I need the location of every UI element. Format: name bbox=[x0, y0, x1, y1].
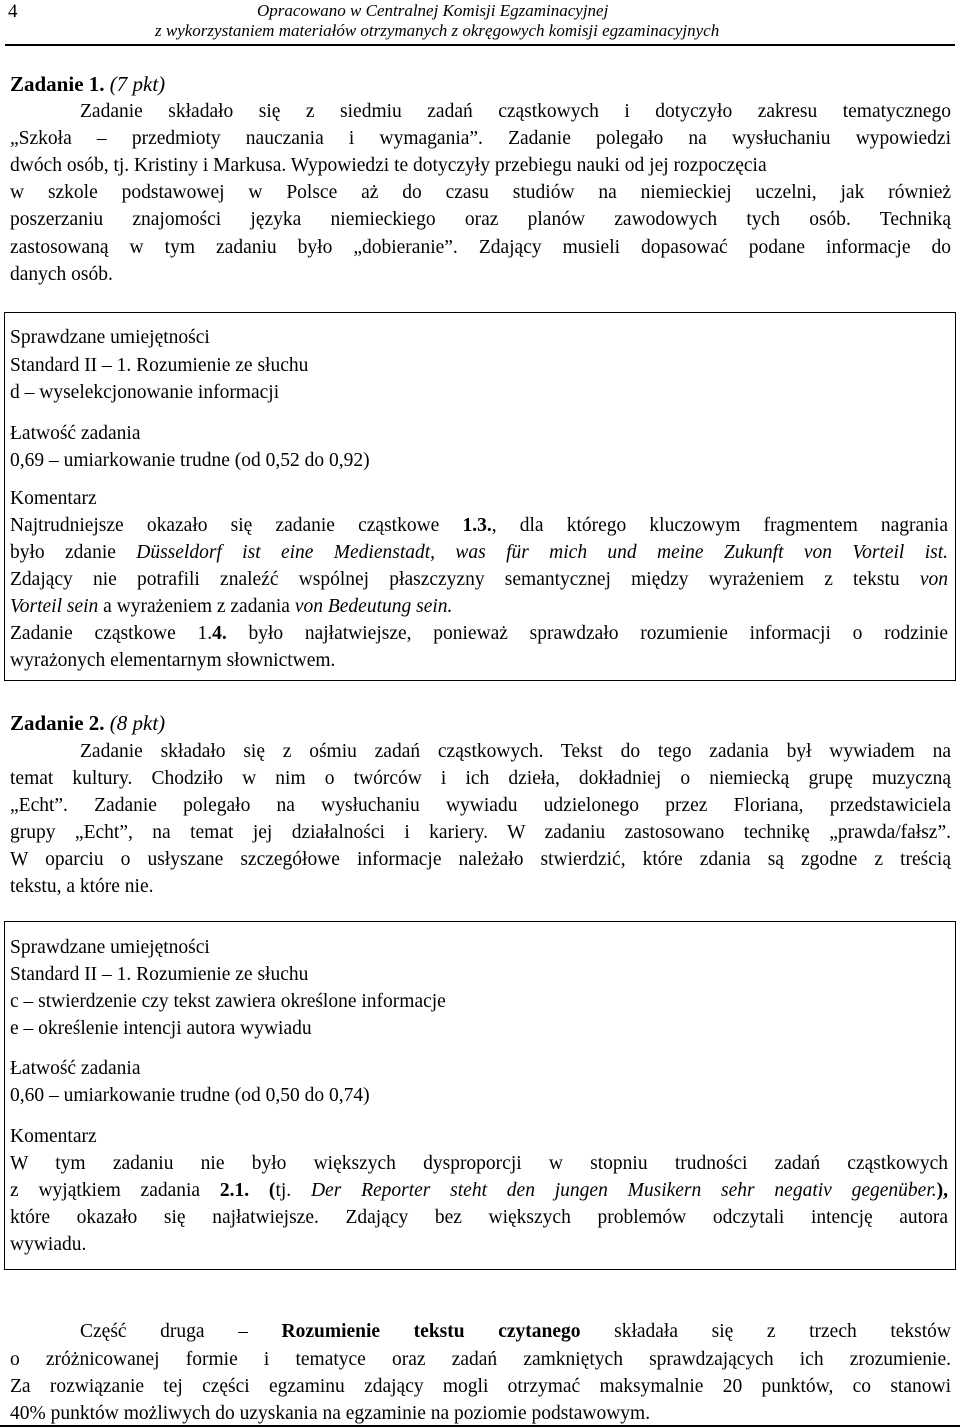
task2-intro-line-3: „Echt”. Zadanie polegało na wysłuchaniu wywiadu udzielonego przez Floriana, przedstawiciela bbox=[10, 795, 951, 816]
task2-skills-heading: Sprawdzane umiejętności bbox=[10, 937, 210, 958]
task1-intro-line-1: Zadanie składało się z siedmiu zadań cząstkowych i dotyczyło zakresu tematycznego bbox=[80, 101, 951, 122]
task1-intro-line-5: poszerzaniu znajomości języka niemieckiego oraz planów zawodowych tych osób. Techniką bbox=[10, 209, 951, 230]
page-number: 4 bbox=[8, 1, 18, 22]
task1-heading: Zadanie 1. (7 pkt) bbox=[10, 72, 166, 96]
task1-intro-line-2: „Szkoła – przedmioty nauczania i wymagania”. Zadanie polegało na wysłuchaniu wypowiedzi bbox=[10, 128, 951, 149]
part2-line-2: o zróżnicowanej formie i tematyce oraz zadań zamkniętych sprawdzających ich zrozumienie. bbox=[10, 1349, 951, 1370]
part2-line-1: Część druga – Rozumienie tekstu czytanego składała się z trzech tekstów bbox=[80, 1321, 952, 1342]
task2-comment-line-1: W tym zadaniu nie było większych dysproporcji w stopniu trudności zadań cząstkowych bbox=[10, 1153, 948, 1174]
task2-skill-1: Standard II – 1. Rozumienie ze słuchu bbox=[10, 964, 309, 985]
task2-intro-line-1: Zadanie składało się z ośmiu zadań cząstkowych. Tekst do tego zadania był wywiadem na bbox=[80, 741, 951, 762]
task2-heading: Zadanie 2. (8 pkt) bbox=[10, 711, 166, 735]
header-rule bbox=[5, 44, 955, 46]
task2-skill-3: e – określenie intencji autora wywiadu bbox=[10, 1018, 312, 1039]
task1-skills-heading: Sprawdzane umiejętności bbox=[10, 327, 210, 348]
task2-intro-line-2: temat kultury. Chodziło w nim o twórców i ich dzieła, dokładniej o niemiecką grupę muzyczną bbox=[10, 768, 951, 789]
task1-intro-line-7: danych osób. bbox=[10, 264, 113, 285]
task1-skill-1: Standard II – 1. Rozumienie ze słuchu bbox=[10, 355, 309, 376]
task2-difficulty-heading: Łatwość zadania bbox=[10, 1058, 141, 1079]
task1-intro-line-6: zastosowaną w tym zadaniu było „dobieranie”. Zdający musieli dopasować podane informacje do bbox=[10, 237, 951, 258]
part2-line-3: Za rozwiązanie tej części egzaminu zdający mogli otrzymać maksymalnie 20 punktów, co stanowi bbox=[10, 1376, 951, 1397]
task2-intro-line-6: tekstu, a które nie. bbox=[10, 876, 154, 897]
part2-line-4: 40% punktów możliwych do uzyskania na egzaminie na poziomie podstawowym. bbox=[10, 1403, 651, 1424]
task1-comment-line-5: Zadanie cząstkowe 1.4. było najłatwiejsze, ponieważ sprawdzało rozumienie informacji o rodzinie bbox=[10, 623, 948, 644]
task1-difficulty-value: 0,69 – umiarkowanie trudne (od 0,52 do 0,92) bbox=[10, 450, 370, 471]
task2-intro-line-5: W oparciu o usłyszane szczegółowe informacje należało stwierdzić, które zdania są zgodne z treścią bbox=[10, 849, 951, 870]
task2-comment-line-2: z wyjątkiem zadania 2.1. (tj. Der Reporter steht den jungen Musikern sehr negativ gegenüber.), bbox=[10, 1180, 949, 1201]
task2-comment-line-3: które okazało się najłatwiejsze. Zdający bez większych problemów odczytali intencję autora bbox=[10, 1207, 948, 1228]
header-line-1: Opracowano w Centralnej Komisji Egzaminacyjnej bbox=[257, 1, 609, 20]
task2-difficulty-value: 0,60 – umiarkowanie trudne (od 0,50 do 0,74) bbox=[10, 1085, 370, 1106]
task1-intro-line-3: dwóch osób, tj. Kristiny i Markusa. Wypowiedzi te dotyczyły przebiegu nauki od jej rozpoczęcia bbox=[10, 155, 767, 176]
task2-skill-2: c – stwierdzenie czy tekst zawiera określone informacje bbox=[10, 991, 446, 1012]
task1-comment-line-3: Zdający nie potrafili znaleźć wspólnej płaszczyzny semantycznej między wyrażeniem z tekstu von bbox=[10, 569, 948, 590]
task1-comment-line-6: wyrażonych elementarnym słownictwem. bbox=[10, 650, 336, 671]
task1-comment-heading: Komentarz bbox=[10, 488, 97, 509]
task1-intro-line-4: w szkole podstawowej w Polsce aż do czasu studiów na niemieckiej uczelni, jak również bbox=[10, 182, 951, 203]
task1-comment-line-1: Najtrudniejsze okazało się zadanie cząstkowe 1.3., dla którego kluczowym fragmentem nagrania bbox=[10, 515, 949, 536]
task1-skill-2: d – wyselekcjonowanie informacji bbox=[10, 382, 280, 403]
task2-intro-line-4: grupy „Echt”, na temat jej działalności i kariery. W zadaniu zastosowano technikę „prawda/fałsz”. bbox=[10, 822, 951, 843]
task1-difficulty-heading: Łatwość zadania bbox=[10, 423, 141, 444]
task2-comment-heading: Komentarz bbox=[10, 1126, 97, 1147]
header-line-2: z wykorzystaniem materiałów otrzymanych z okręgowych komisji egzaminacyjnych bbox=[155, 21, 720, 40]
task1-comment-line-2: było zdanie Düsseldorf ist eine Medienstadt, was für mich und meine Zukunft von Vorteil ist. bbox=[10, 542, 948, 563]
task2-comment-line-4: wywiadu. bbox=[10, 1234, 87, 1255]
task1-comment-line-4: Vorteil sein a wyrażeniem z zadania von Bedeutung sein. bbox=[10, 596, 453, 617]
